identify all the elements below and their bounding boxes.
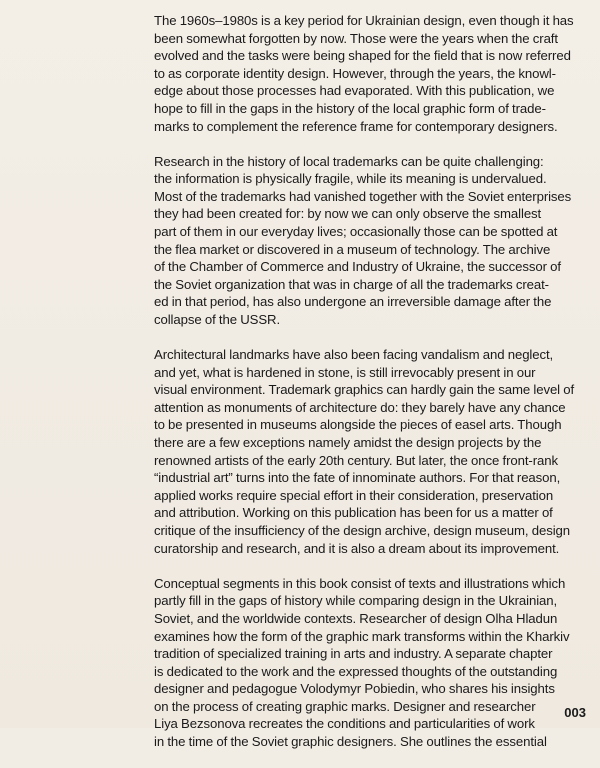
text-line: Soviet, and the worldwide contexts. Researcher of design Olha Hladun <box>154 610 558 626</box>
text-line: been somewhat forgotten by now. Those were the years when the craft <box>154 30 558 46</box>
text-line: “industrial art” turns into the fate of innominate authors. For that reason, <box>154 470 561 486</box>
text-line: Research in the history of local trademarks can be quite challenging: <box>154 153 544 169</box>
text-line: edge about those processes had evaporated. With this publication, we <box>154 83 555 99</box>
text-line: Most of the trademarks had vanished together with the Soviet enterprises <box>154 188 572 204</box>
body-text <box>154 12 584 768</box>
text-line: Architectural landmarks have also been facing vandalism and neglect, <box>154 347 554 363</box>
text-line: Conceptual segments in this book consist of texts and illustrations which <box>154 575 566 591</box>
text-line: Liya Bezsonova recreates the conditions and particularities of work <box>154 716 535 732</box>
paragraph-3 <box>154 346 584 557</box>
text-line: marks to complement the reference frame for contemporary designers. <box>154 118 558 134</box>
text-line: partly fill in the gaps of history while comparing design in the Ukrainian, <box>154 593 558 609</box>
text-line: in the time of the Soviet graphic designers. She outlines the essential <box>154 734 547 750</box>
text-line: attention as monuments of architecture do: they barely have any chance <box>154 399 566 415</box>
text-line: curatorship and research, and it is also a dream about its improvement. <box>154 540 560 556</box>
text-line: to as corporate identity design. However, through the years, the knowl- <box>154 65 556 81</box>
text-line: critique of the insufficiency of the design archive, design museum, design <box>154 523 570 539</box>
text-line: and yet, what is hardened in stone, is still irrevocably present in our <box>154 364 536 380</box>
text-line: ed in that period, has also undergone an irreversible damage after the <box>154 294 552 310</box>
text-line: hope to fill in the gaps in the history of the local graphic form of trade- <box>154 100 546 116</box>
text-line: they had been created for: by now we can only observe the smallest <box>154 206 542 222</box>
text-line: applied works require special effort in their consideration, preservation <box>154 487 554 503</box>
text-line: on the process of creating graphic marks. Designer and researcher <box>154 698 536 714</box>
text-line: and attribution. Working on this publication has been for us a matter of <box>154 505 553 521</box>
text-line: there are a few exceptions namely amidst the design projects by the <box>154 435 542 451</box>
text-line: examines how the form of the graphic mark transforms within the Kharkiv <box>154 628 570 644</box>
text-line: evolved and the tasks were being shaped for the field that is now referred <box>154 48 571 64</box>
text-line: collapse of the USSR. <box>154 312 281 327</box>
paragraph-1 <box>154 12 584 135</box>
text-line: visual environment. Trademark graphics can hardly gain the same level of <box>154 382 575 398</box>
text-line: of the Chamber of Commerce and Industry of Ukraine, the successor of <box>154 259 561 275</box>
text-line: to be presented in museums alongside the pieces of easel arts. Though <box>154 417 562 433</box>
text-line: the flea market or discovered in a museum of technology. The archive <box>154 241 551 257</box>
text-line: designer and pedagogue Volodymyr Pobiedin, who shares his insights <box>154 681 555 697</box>
text-line: The 1960s–1980s is a key period for Ukrainian design, even though it has <box>154 13 574 28</box>
text-line: renowned artists of the early 20th century. But later, the once front-rank <box>154 452 558 468</box>
page-number: 003 <box>564 705 586 720</box>
text-line: the information is physically fragile, while its meaning is undervalued. <box>154 171 547 187</box>
paragraph-2 <box>154 153 584 329</box>
paragraph-4 <box>154 575 584 751</box>
text-line: the Soviet organization that was in charge of all the trademarks creat- <box>154 276 549 292</box>
text-line: tradition of specialized training in arts and industry. A separate chapter <box>154 646 553 662</box>
text-line: is dedicated to the work and the expressed thoughts of the outstanding <box>154 663 558 679</box>
text-line: part of them in our everyday lives; occasionally those can be spotted at <box>154 224 558 240</box>
